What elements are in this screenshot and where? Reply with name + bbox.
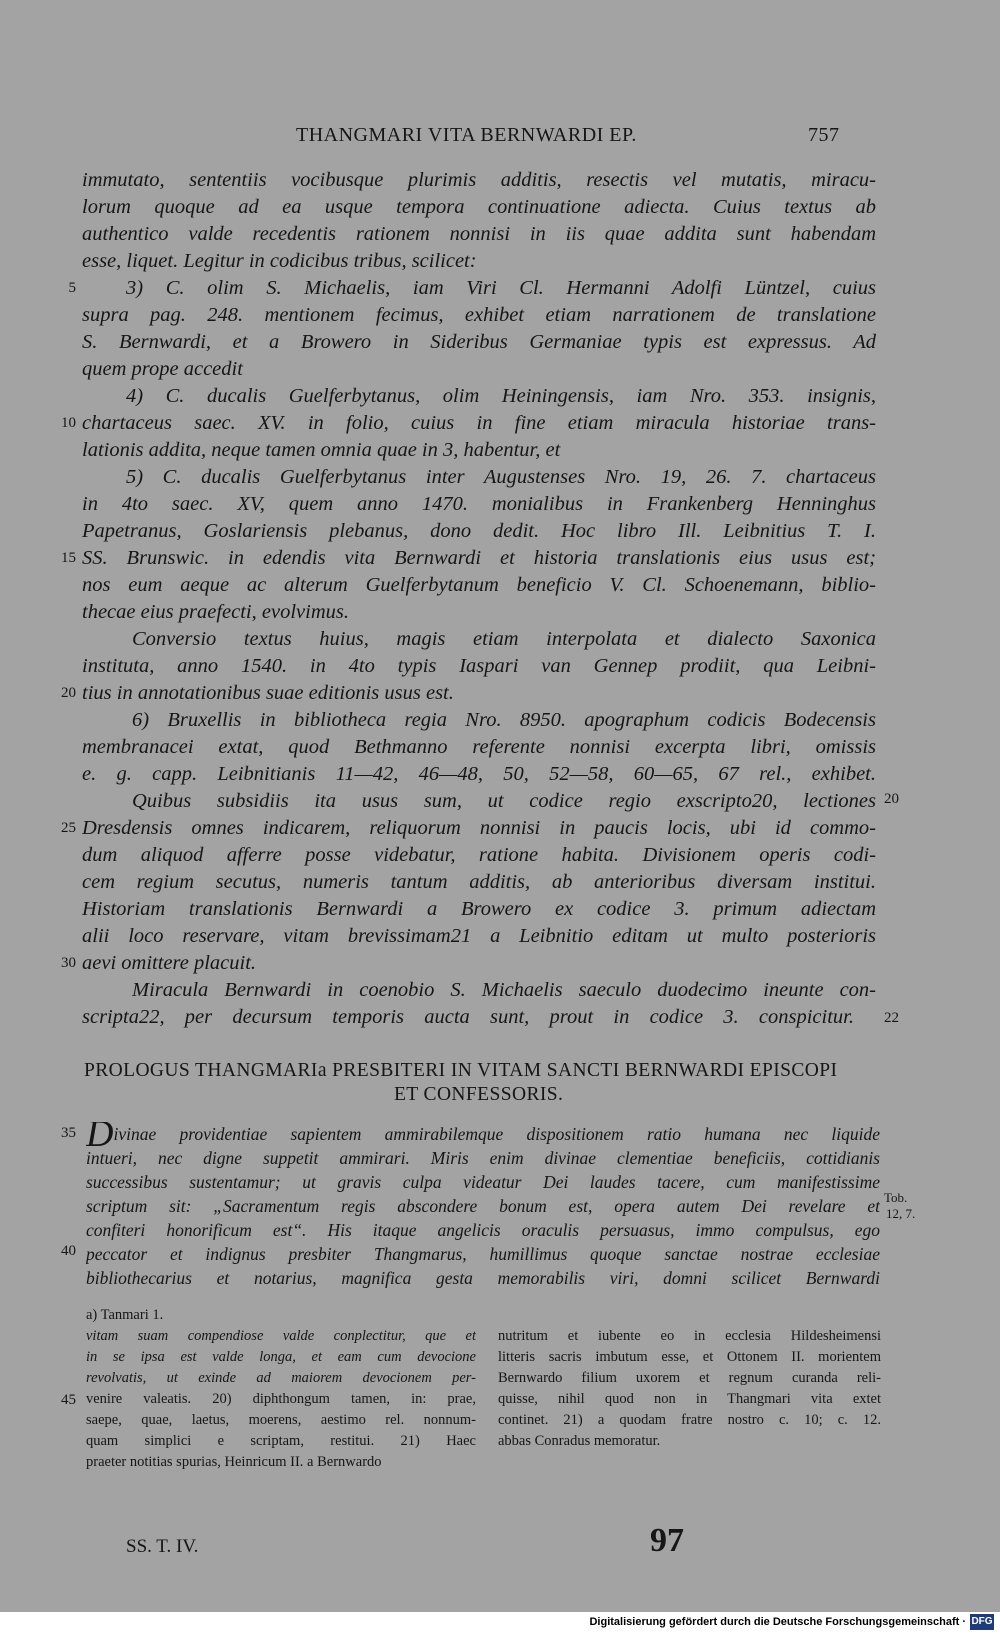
footnote-line: abbas Conradus memoratur. xyxy=(498,1433,661,1449)
body-line: e. g. capp. Leibnitianis 11—42, 46—48, 50, 52—58, 60—65, 67 rel., exhibet. xyxy=(82,763,876,785)
body-line: immutato, sententiis vocibusque plurimis additis, resectis vel mutatis, miracu- xyxy=(82,169,876,191)
body-line: aevi omittere placuit. xyxy=(82,952,257,974)
body-line: tius in annotationibus suae editionis usus est. xyxy=(82,682,454,704)
footnote-line: in se ipsa est valde longa, et eam cum devocione xyxy=(86,1349,476,1365)
margin-ref: Tob. xyxy=(884,1190,908,1205)
digitization-credit: Digitalisierung gefördert durch die Deutsche Forschungsgemeinschaft · xyxy=(589,1616,966,1628)
prologue-title: PROLOGUS THANGMARIa PRESBITERI IN VITAM SANCTI BERNWARDI EPISCOPI xyxy=(84,1060,838,1081)
prologue-line: successibus sustentamur; ut gravis culpa videatur Dei laudes tacere, cum manifestissime xyxy=(86,1172,880,1192)
body-line: scripta22, per decursum temporis aucta sunt, prout in codice 3. conspicitur. xyxy=(82,1006,854,1028)
body-line: S. Bernwardi, et a Browero in Sideribus Germaniae typis est expressus. Ad xyxy=(82,331,876,353)
line-number: 10 xyxy=(61,415,76,431)
body-line: Conversio textus huius, magis etiam interpolata et dialecto Saxonica xyxy=(132,628,876,650)
drop-cap: D xyxy=(86,1122,114,1146)
body-line: nos eum aeque ac alterum Guelferbytanum beneficio V. Cl. Schoenemann, biblio- xyxy=(82,574,876,596)
prologue-line: confiteri honorificum est“. His itaque angelicis oraculis persuasus, immo compulsus, ego xyxy=(86,1220,880,1240)
body-line: cem regium secutus, numeris tantum additis, ab anterioribus diversam institui. xyxy=(82,871,876,893)
line-number: 35 xyxy=(61,1125,76,1141)
body-line: authentico valde recedentis rationem nonnisi in iis quae addita sunt habendam xyxy=(82,223,876,245)
body-line: lationis addita, neque tamen omnia quae in 3, habentur, et xyxy=(82,439,561,461)
line-number: 30 xyxy=(61,955,76,971)
footnote-line: litteris sacris imbutum esse, et Ottonem II. morientem xyxy=(498,1349,881,1365)
prologue-line: bibliothecarius et notarius, magnifica gesta memorabilis viri, domni scilicet Bernwardi xyxy=(86,1268,880,1288)
body-line: 3) C. olim S. Michaelis, iam Viri Cl. Hermanni Adolfi Lüntzel, cuius xyxy=(126,277,876,299)
body-line: Quibus subsidiis ita usus sum, ut codice regio exscripto20, lectiones xyxy=(132,790,876,812)
body-line: 4) C. ducalis Guelferbytanus, olim Heiningensis, iam Nro. 353. insignis, xyxy=(126,385,876,407)
prologue-title-cont: ET CONFESSORIS. xyxy=(394,1084,564,1105)
margin-ref: 20 xyxy=(884,791,899,807)
footnote-line: quisse, nihil quod non in Thangmari vita extet xyxy=(498,1391,881,1407)
footnote-line: quam simplici e scriptam, restitui. 21) Haec xyxy=(86,1433,476,1449)
body-line: instituta, anno 1540. in 4to typis Iaspari van Gennep prodiit, qua Leibni- xyxy=(82,655,876,677)
line-number: 15 xyxy=(61,550,76,566)
footnote-line: continet. 21) a quodam fratre nostro c. 10; c. 12. xyxy=(498,1412,881,1428)
body-line: Historiam translationis Bernwardi a Browero ex codice 3. primum adiectam xyxy=(82,898,876,920)
footnote-line: a) Tanmari 1. xyxy=(86,1307,164,1323)
body-line: chartaceus saec. XV. in folio, cuius in fine etiam miracula historiae trans- xyxy=(82,412,876,434)
body-line: membranacei extat, quod Bethmanno referente nonnisi excerpta libri, omissis xyxy=(82,736,876,758)
margin-ref: 22 xyxy=(884,1010,899,1026)
body-line: in 4to saec. XV, quem anno 1470. monialibus in Frankenberg Henninghus xyxy=(82,493,876,515)
line-number: 40 xyxy=(61,1243,76,1259)
body-line: quem prope accedit xyxy=(82,358,243,380)
body-line: supra pag. 248. mentionem fecimus, exhibet etiam narrationem de translatione xyxy=(82,304,876,326)
line-number: 45 xyxy=(61,1392,76,1408)
body-line: 6) Bruxellis in bibliotheca regia Nro. 8950. apographum codicis Bodecensis xyxy=(132,709,876,731)
prologue-line: scriptum sit: „Sacramentum regis abscondere bonum est, opera autem Dei revelare et xyxy=(86,1196,880,1216)
prologue-line: intueri, nec digne suppetit ammirari. Miris enim divinae clementiae beneficiis, cottidianis xyxy=(86,1148,880,1168)
footnote-line: saepe, quae, laetus, moerens, aestimo rel. nonnum- xyxy=(86,1412,476,1428)
footnote-line: nutritum et iubente eo in ecclesia Hildesheimensi xyxy=(498,1328,881,1344)
body-line: 5) C. ducalis Guelferbytanus inter Augustenses Nro. 19, 26. 7. chartaceus xyxy=(126,466,876,488)
sheet-number: 97 xyxy=(650,1522,684,1559)
body-line: lorum quoque ad ea usque tempora continuatione adiecta. Cuius textus ab xyxy=(82,196,876,218)
footnote-line: Bernwardo filium uxorem et regnum curanda reli- xyxy=(498,1370,881,1386)
series-signature: SS. T. IV. xyxy=(126,1536,199,1557)
line-number: 5 xyxy=(68,280,76,296)
footnote-line: venire valeatis. 20) diphthongum tamen, in: prae, xyxy=(86,1391,476,1407)
footnote-line: vitam suam compendiose valde conplectitur, que et xyxy=(86,1328,476,1344)
running-title: THANGMARI VITA BERNWARDI EP. xyxy=(296,124,637,146)
body-line: Dresdensis omnes indicarem, reliquorum nonnisi in paucis locis, ubi id commo- xyxy=(82,817,876,839)
body-line: esse, liquet. Legitur in codicibus tribus, scilicet: xyxy=(82,250,477,272)
footnote-line: praeter notitias spurias, Heinricum II. a Bernwardo xyxy=(86,1454,382,1470)
body-line: dum aliquod afferre posse videbatur, ratione habita. Divisionem operis codi- xyxy=(82,844,876,866)
body-line: Miracula Bernwardi in coenobio S. Michaelis saeculo duodecimo ineunte con- xyxy=(132,979,876,1001)
prologue-line: Divinae providentiae sapientem ammirabilemque dispositionem ratio humana nec liquide xyxy=(86,1122,880,1146)
footnote-line: revolvatis, ut exinde ad maiorem devocionem per- xyxy=(86,1370,476,1386)
body-line: alii loco reservare, vitam brevissimam21 a Leibnitio editam ut multo posterioris xyxy=(82,925,876,947)
body-line: SS. Brunswic. in edendis vita Bernwardi et historia translationis eius usus est; xyxy=(82,547,876,569)
line-number: 25 xyxy=(61,820,76,836)
dfg-logo: DFG xyxy=(970,1614,994,1630)
line-number: 20 xyxy=(61,685,76,701)
body-line: Papetranus, Goslariensis plebanus, dono dedit. Hoc libro Ill. Leibnitius T. I. xyxy=(82,520,876,542)
margin-ref: 12, 7. xyxy=(886,1206,916,1221)
prologue-line: peccator et indignus presbiter Thangmarus, humillimus quoque sanctae nostrae ecclesiae xyxy=(86,1244,880,1264)
page-number: 757 xyxy=(808,124,840,146)
body-line: thecae eius praefecti, evolvimus. xyxy=(82,601,349,623)
